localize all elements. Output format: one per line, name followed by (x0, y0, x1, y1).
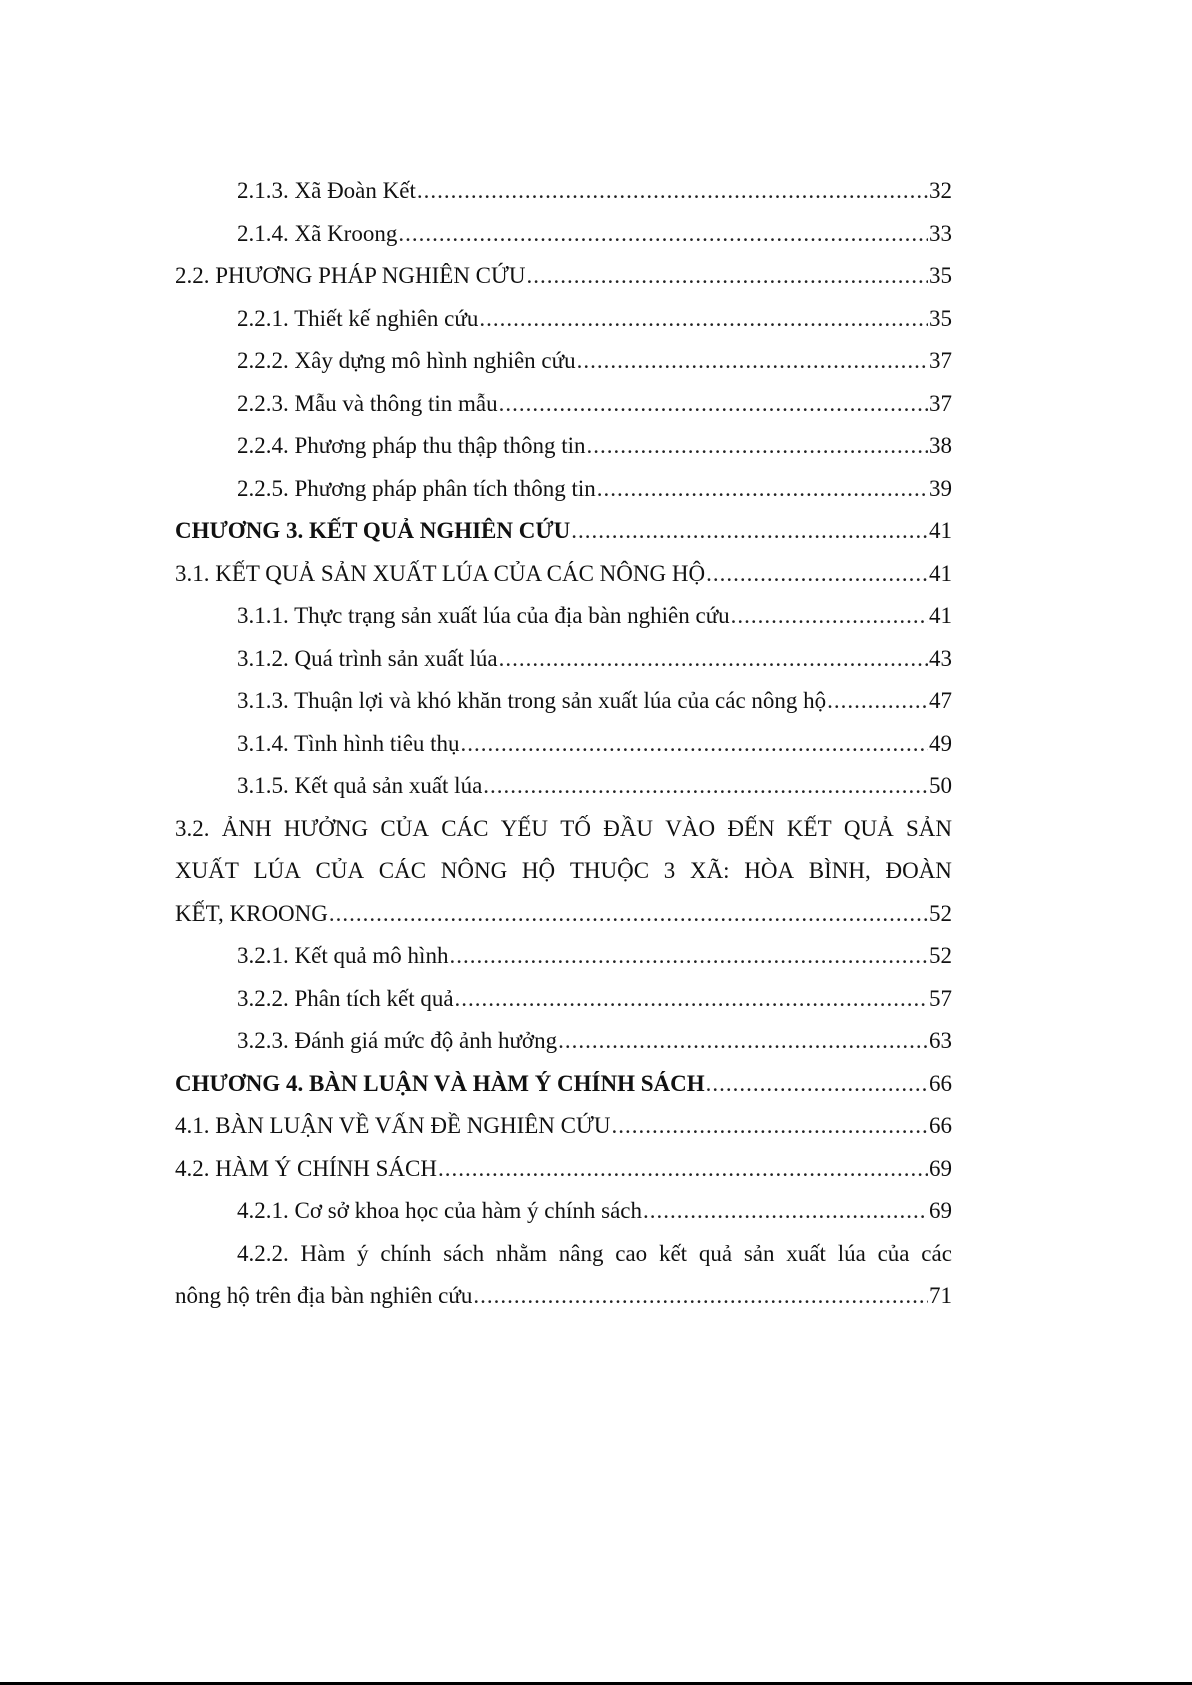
toc-word: ĐẦU (603, 815, 654, 841)
dot-leader (587, 425, 928, 468)
toc-page-number: 69 (929, 1155, 952, 1181)
toc-page-number: 41 (929, 603, 952, 628)
toc-word: YẾU (500, 815, 549, 841)
toc-entry-label: 3.1.5. Kết quả sản xuất lúa (237, 773, 483, 798)
toc-entry-label: 3.1.3. Thuận lợi và khó khăn trong sản xuất lúa của các nông hộ (237, 688, 827, 713)
toc-entry[interactable] (175, 553, 952, 596)
toc-entry-label: 2.2.5. Phương pháp phân tích thông tin (237, 475, 596, 501)
toc-page-number: 50 (929, 773, 952, 798)
dot-leader (483, 765, 928, 808)
toc-page-number: 35 (929, 305, 952, 331)
dot-leader (499, 383, 928, 426)
toc-word: Hàm (300, 1240, 346, 1266)
toc-entry[interactable] (175, 170, 952, 213)
toc-word: nhằm (495, 1240, 547, 1266)
dot-leader (398, 213, 928, 256)
toc-entry-label: 2.2. PHƯƠNG PHÁP NGHIÊN CỨU (175, 263, 526, 288)
dot-leader (473, 1275, 928, 1318)
toc-word: XÃ: (689, 858, 730, 883)
toc-page-number: 66 (929, 1070, 952, 1096)
toc-chapter-entry[interactable] (175, 1063, 952, 1106)
toc-entry-label: 4.2.1. Cơ sở khoa học của hàm ý chính sách (237, 1198, 643, 1223)
toc-word: kết (658, 1240, 688, 1266)
toc-word: chính (380, 1240, 432, 1266)
toc-entry-label: 3.1. KẾT QUẢ SẢN XUẤT LÚA CỦA CÁC NÔNG HỘ (175, 560, 706, 586)
dot-leader (526, 255, 928, 298)
toc-page-number: 35 (929, 263, 952, 288)
toc-page-number: 52 (929, 943, 952, 968)
toc-page-number: 43 (929, 645, 952, 671)
toc-page-number: 41 (929, 560, 952, 586)
dot-leader (461, 723, 928, 766)
toc-entry-label: 3.1.2. Quá trình sản xuất lúa (237, 645, 498, 671)
toc-entry[interactable] (175, 468, 952, 511)
toc-word: CÁC (441, 815, 489, 841)
toc-word: LÚA (253, 858, 301, 883)
toc-word: HÒA (744, 858, 795, 883)
toc-entry-label: 2.1.3. Xã Đoàn Kết (237, 178, 416, 203)
toc-word: SẢN (905, 815, 952, 841)
dot-leader (706, 1063, 928, 1106)
toc-word: ĐẾN (727, 815, 775, 841)
toc-word: HỘ (521, 858, 556, 883)
toc-page-number: 71 (929, 1283, 952, 1308)
toc-entry-label: nông hộ trên địa bàn nghiên cứu (175, 1283, 473, 1308)
dot-leader (438, 1148, 928, 1191)
toc-page-number: 66 (929, 1113, 952, 1138)
toc-entry[interactable] (175, 425, 952, 468)
toc-page-number: 38 (929, 433, 952, 458)
toc-word: 3 (663, 858, 676, 883)
toc-word: CÁC (378, 858, 427, 883)
toc-word: 3.2. (175, 815, 210, 841)
toc-entry[interactable] (175, 893, 952, 936)
toc-entry[interactable] (175, 1148, 952, 1191)
toc-entry[interactable] (175, 340, 952, 383)
toc-word: cao (615, 1240, 648, 1266)
toc-entry[interactable] (175, 383, 952, 426)
toc-entry-label: CHƯƠNG 3. KẾT QUẢ NGHIÊN CỨU (175, 518, 571, 543)
toc-entry[interactable] (175, 298, 952, 341)
toc-word: lúa (837, 1240, 866, 1266)
toc-entry[interactable] (175, 723, 952, 766)
toc-page-number: 57 (929, 985, 952, 1011)
dot-leader (577, 340, 928, 383)
dot-leader (706, 553, 928, 596)
toc-entry[interactable] (175, 765, 952, 808)
toc-entry[interactable] (175, 1275, 952, 1318)
dot-leader (479, 298, 928, 341)
toc-entry[interactable] (175, 1105, 952, 1148)
toc-page-number: 47 (929, 688, 952, 713)
toc-entry-label: 3.1.1. Thực trạng sản xuất lúa của địa bàn nghiên cứu (237, 603, 730, 628)
toc-entry-label: 2.2.3. Mẫu và thông tin mẫu (237, 390, 498, 416)
toc-word: sản (743, 1240, 775, 1266)
toc-entry-label: 3.2.3. Đánh giá mức độ ảnh hưởng (237, 1028, 558, 1053)
toc-entry[interactable] (175, 595, 952, 638)
dot-leader (827, 680, 928, 723)
toc-page-number: 32 (929, 178, 952, 203)
toc-word: VÀO (665, 815, 716, 841)
toc-word: sách (443, 1240, 485, 1266)
toc-page-number: 37 (929, 348, 952, 373)
toc-word: xuất (786, 1240, 826, 1266)
toc-word: KẾT (786, 815, 832, 841)
toc-page-number: 49 (929, 730, 952, 756)
dot-leader (597, 468, 928, 511)
toc-word: HƯỞNG (283, 815, 369, 841)
toc-entry-label: KẾT, KROONG (175, 900, 328, 926)
toc-word: 4.2.2. (237, 1240, 289, 1266)
toc-page-number: 52 (929, 900, 952, 926)
dot-leader (417, 170, 928, 213)
toc-entry[interactable] (175, 978, 952, 1021)
toc-entry[interactable] (175, 255, 952, 298)
toc-word: XUẤT (175, 858, 239, 883)
toc-word: CỦA (380, 815, 429, 841)
toc-word: các (921, 1240, 952, 1266)
toc-entry-label: 3.1.4. Tình hình tiêu thụ (237, 730, 460, 756)
toc-entry-label: 4.2. HÀM Ý CHÍNH SÁCH (175, 1155, 437, 1181)
toc-word: nâng (558, 1240, 604, 1266)
toc-word: THUỘC (569, 858, 650, 883)
toc-page-number: 39 (929, 475, 952, 501)
dot-leader (611, 1105, 928, 1148)
toc-entry[interactable] (175, 638, 952, 681)
toc-entry-wrapped-line[interactable] (175, 1233, 952, 1276)
dot-leader (558, 1020, 928, 1063)
toc-word: ẢNH (221, 815, 272, 841)
toc-page-number: 37 (929, 390, 952, 416)
toc-entry[interactable] (175, 1190, 952, 1233)
table-of-contents (175, 170, 952, 1318)
dot-leader (499, 638, 928, 681)
dot-leader (643, 1190, 928, 1233)
toc-word: ý (357, 1240, 369, 1266)
toc-word: TỐ (560, 815, 591, 841)
toc-entry-label: 2.1.4. Xã Kroong (237, 220, 398, 246)
toc-entry-label: 3.2.1. Kết quả mô hình (237, 943, 449, 968)
toc-chapter-entry[interactable] (175, 510, 952, 553)
toc-page-number: 33 (929, 220, 952, 246)
toc-word: CỦA (315, 858, 365, 883)
toc-word: ĐOÀN (885, 858, 952, 883)
toc-page-number: 63 (929, 1028, 952, 1053)
toc-page-number: 41 (929, 518, 952, 543)
toc-entry-label: 4.1. BÀN LUẬN VỀ VẤN ĐỀ NGHIÊN CỨU (175, 1113, 611, 1138)
toc-entry[interactable] (175, 213, 952, 256)
toc-page-number: 69 (929, 1198, 952, 1223)
dot-leader (329, 893, 928, 936)
toc-entry-label: 2.2.4. Phương pháp thu thập thông tin (237, 433, 586, 458)
toc-entry[interactable] (175, 680, 952, 723)
toc-word: BÌNH, (808, 858, 871, 883)
toc-entry-label: CHƯƠNG 4. BÀN LUẬN VÀ HÀM Ý CHÍNH SÁCH (175, 1070, 705, 1096)
toc-word: của (877, 1240, 910, 1266)
dot-leader (571, 510, 928, 553)
dot-leader (449, 935, 928, 978)
toc-entry-label: 3.2.2. Phân tích kết quả (237, 985, 454, 1011)
toc-entry-label: 2.2.2. Xây dựng mô hình nghiên cứu (237, 348, 576, 373)
toc-entry-wrapped-line[interactable] (175, 850, 952, 893)
toc-word: QUẢ (843, 815, 894, 841)
toc-entry[interactable] (175, 1020, 952, 1063)
toc-word: NÔNG (440, 858, 508, 883)
dot-leader (731, 595, 928, 638)
dot-leader (455, 978, 928, 1021)
toc-entry-wrapped-line[interactable] (175, 808, 952, 851)
toc-entry[interactable] (175, 935, 952, 978)
toc-entry-label: 2.2.1. Thiết kế nghiên cứu (237, 305, 479, 331)
toc-word: quả (698, 1240, 733, 1266)
